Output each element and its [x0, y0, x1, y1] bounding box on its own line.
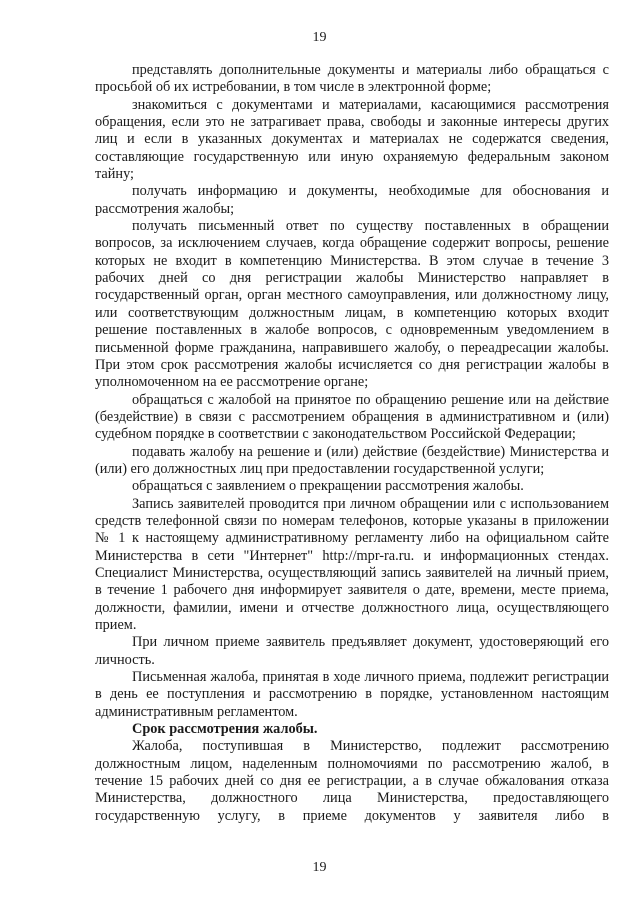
paragraph-terminate-review: обращаться с заявлением о прекращении рассмотрения жалобы.: [132, 478, 524, 495]
paragraph-written-complaint-registration: Письменная жалоба, принятая в ходе личного приема, подлежит регистрации в день ее поступления и рассмотрению в порядке, установленном настоящим административным регламентом.: [95, 669, 609, 720]
paragraph-appointment-booking: Запись заявителей проводится при личном обращении или с использованием средств телефонной связи по номерам телефонов, которые указаны в приложении № 1 к настоящему административному регламенту либо на официальном сайте Министерства в сети "Интернет" http://mpr-ra.ru. и информационных стендах. Специалист Министерства, осуществляющий запись заявителей на личный прием, в течение 1 рабочего дня информирует заявителя о дате, времени, месте приема, должности, фамилии, имени и отчестве должностного лица, осуществляющего прием.: [95, 495, 609, 633]
paragraph-written-answer: получать письменный ответ по существу поставленных в обращении вопросов, за исключением случаев, когда обращение содержит вопросы, решение которых не входит в компетенцию Министерства. В этом случае в течение 3 рабочих дней со дня регистрации жалобы Министерство направляет в государственный орган, орган местного самоуправления, или должностному лицу, или соответствующим должностным лицам, в компетенцию которых входит решение поставленных в жалобе вопросов, с одновременным уведомлением в письменной форме гражданина, направившего жалобу, о переадресации жалобы. При этом срок рассмотрения жалобы исчисляется со дня регистрации жалобы в уполномоченном на ее рассмотрение органе;: [95, 218, 609, 391]
paragraph-receive-information: получать информацию и документы, необходимые для обоснования и рассмотрения жалобы;: [95, 183, 609, 217]
paragraph-identity-document: При личном приеме заявитель предъявляет документ, удостоверяющий его личность.: [95, 634, 609, 668]
paragraph-file-complaint: подавать жалобу на решение и (или) действие (бездействие) Министерства и (или) его должностных лиц при предоставлении государственной услуги;: [95, 443, 609, 477]
page-number-top: 19: [312, 30, 327, 45]
paragraph-review-term: Жалоба, поступившая в Министерство, подлежит рассмотрению должностным лицом, наделенным полномочиями по рассмотрению жалоб, в течение 15 рабочих дней со дня ее регистрации, а в случае обжалования отказа Министерства, должностного лица Министерства, предоставляющего государственную услугу, в приеме документов у заявителя либо в: [95, 738, 609, 824]
page-number-bottom: 19: [312, 860, 327, 875]
paragraph-review-documents: знакомиться с документами и материалами, касающимися рассмотрения обращения, если это не затрагивает права, свободы и законные интересы других лиц и если в указанных документах и материалах не содержатся сведения, составляющие государственную или иную охраняемую федеральным законом тайну;: [95, 96, 609, 183]
section-heading-review-term: Срок рассмотрения жалобы.: [132, 721, 318, 738]
paragraph-appeal-decision: обращаться с жалобой на принятое по обращению решение или на действие (бездействие) в связи с рассмотрением обращения в административном и (или) судебном порядке в соответствии с законодательством Российской Федерации;: [95, 391, 609, 443]
paragraph-request-documents: представлять дополнительные документы и материалы либо обращаться с просьбой об их истребовании, в том числе в электронной форме;: [95, 62, 609, 96]
document-body: [95, 62, 609, 825]
